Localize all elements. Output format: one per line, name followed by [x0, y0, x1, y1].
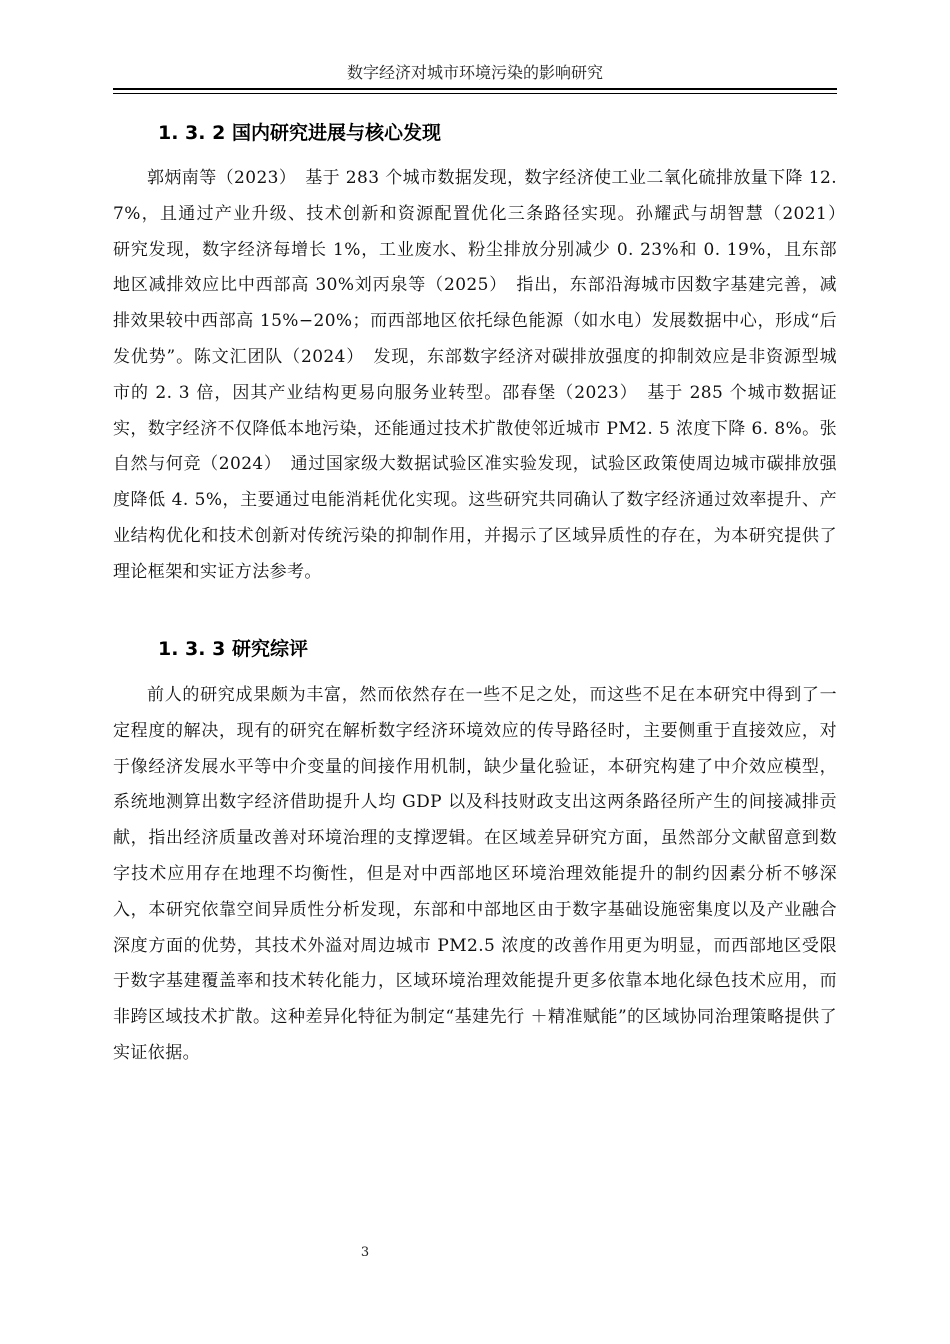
section-heading-1-3-3: 1. 3. 3 研究综评 [158, 638, 308, 660]
header-rule-thick [113, 88, 837, 90]
running-header: 数字经济对城市环境污染的影响研究 [346, 63, 603, 82]
page-number: 3 [360, 1245, 370, 1260]
paragraph-domestic-research: 郭炳南等（2023） 基于 283 个城市数据发现，数字经济使工业二氧化硫排放量下降 12. 7%，且通过产业升级、技术创新和资源配置优化三条路径实现。孙耀武与胡智慧（2021） 研究发现，数字经济每增长 1%，工业废水、粉尘排放分别减少 0. 23%和 0. 19%，且东部地区减排效应比中西部高 30%刘丙泉等（2025） 指出，东部沿海城市因数字基建完善，减排效果较中西部高 15%−20%；而西部地区依托绿色能源（如水电）发展数据中心，形成“后发优势”。陈文汇团队（2024） 发现，东部数字经济对碳排放强度的抑制效应是非资源型城市的 2. 3 倍，因其产业结构更易向服务业转型。邵春堡（2023） 基于 285 个城市数据证实，数字经济不仅降低本地污染，还能通过技术扩散使邻近城市 PM2. 5 浓度下降 6. 8%。张自然与何竞（2024） 通过国家级大数据试验区准实验发现，试验区政策使周边城市碳排放强度降低 4. 5%，主要通过电能消耗优化实现。这些研究共同确认了数字经济通过效率提升、产业结构优化和技术创新对传统污染的抑制作用，并揭示了区域异质性的存在，为本研究提供了理论框架和实证方法参考。 [113, 168, 855, 582]
header-rule-thin [113, 93, 837, 94]
paragraph-research-review: 前人的研究成果颇为丰富，然而依然存在一些不足之处，而这些不足在本研究中得到了一定程度的解决，现有的研究在解析数字经济环境效应的传导路径时，主要侧重于直接效应，对于像经济发展水平等中介变量的间接作用机制，缺少量化验证，本研究构建了中介效应模型，系统地测算出数字经济借助提升人均 GDP 以及科技财政支出这两条路径所产生的间接减排贡献，指出经济质量改善对环境治理的支撑逻辑。在区域差异研究方面，虽然部分文献留意到数字技术应用存在地理不均衡性，但是对中西部地区环境治理效能提升的制约因素分析不够深入，本研究依靠空间异质性分析发现，东部和中部地区由于数字基础设施密集度以及产业融合深度方面的优势，其技术外溢对周边城市 PM2.5 浓度的改善作用更为明显，而西部地区受限于数字基建覆盖率和技术转化能力，区域环境治理效能提升更多依靠本地化绿色技术应用，而非跨区域技术扩散。这种差异化特征为制定“基建先行 ＋精准赋能”的区域协同治理策略提供了实证依据。 [113, 685, 837, 1063]
section-heading-1-3-2: 1. 3. 2 国内研究进展与核心发现 [158, 122, 441, 144]
